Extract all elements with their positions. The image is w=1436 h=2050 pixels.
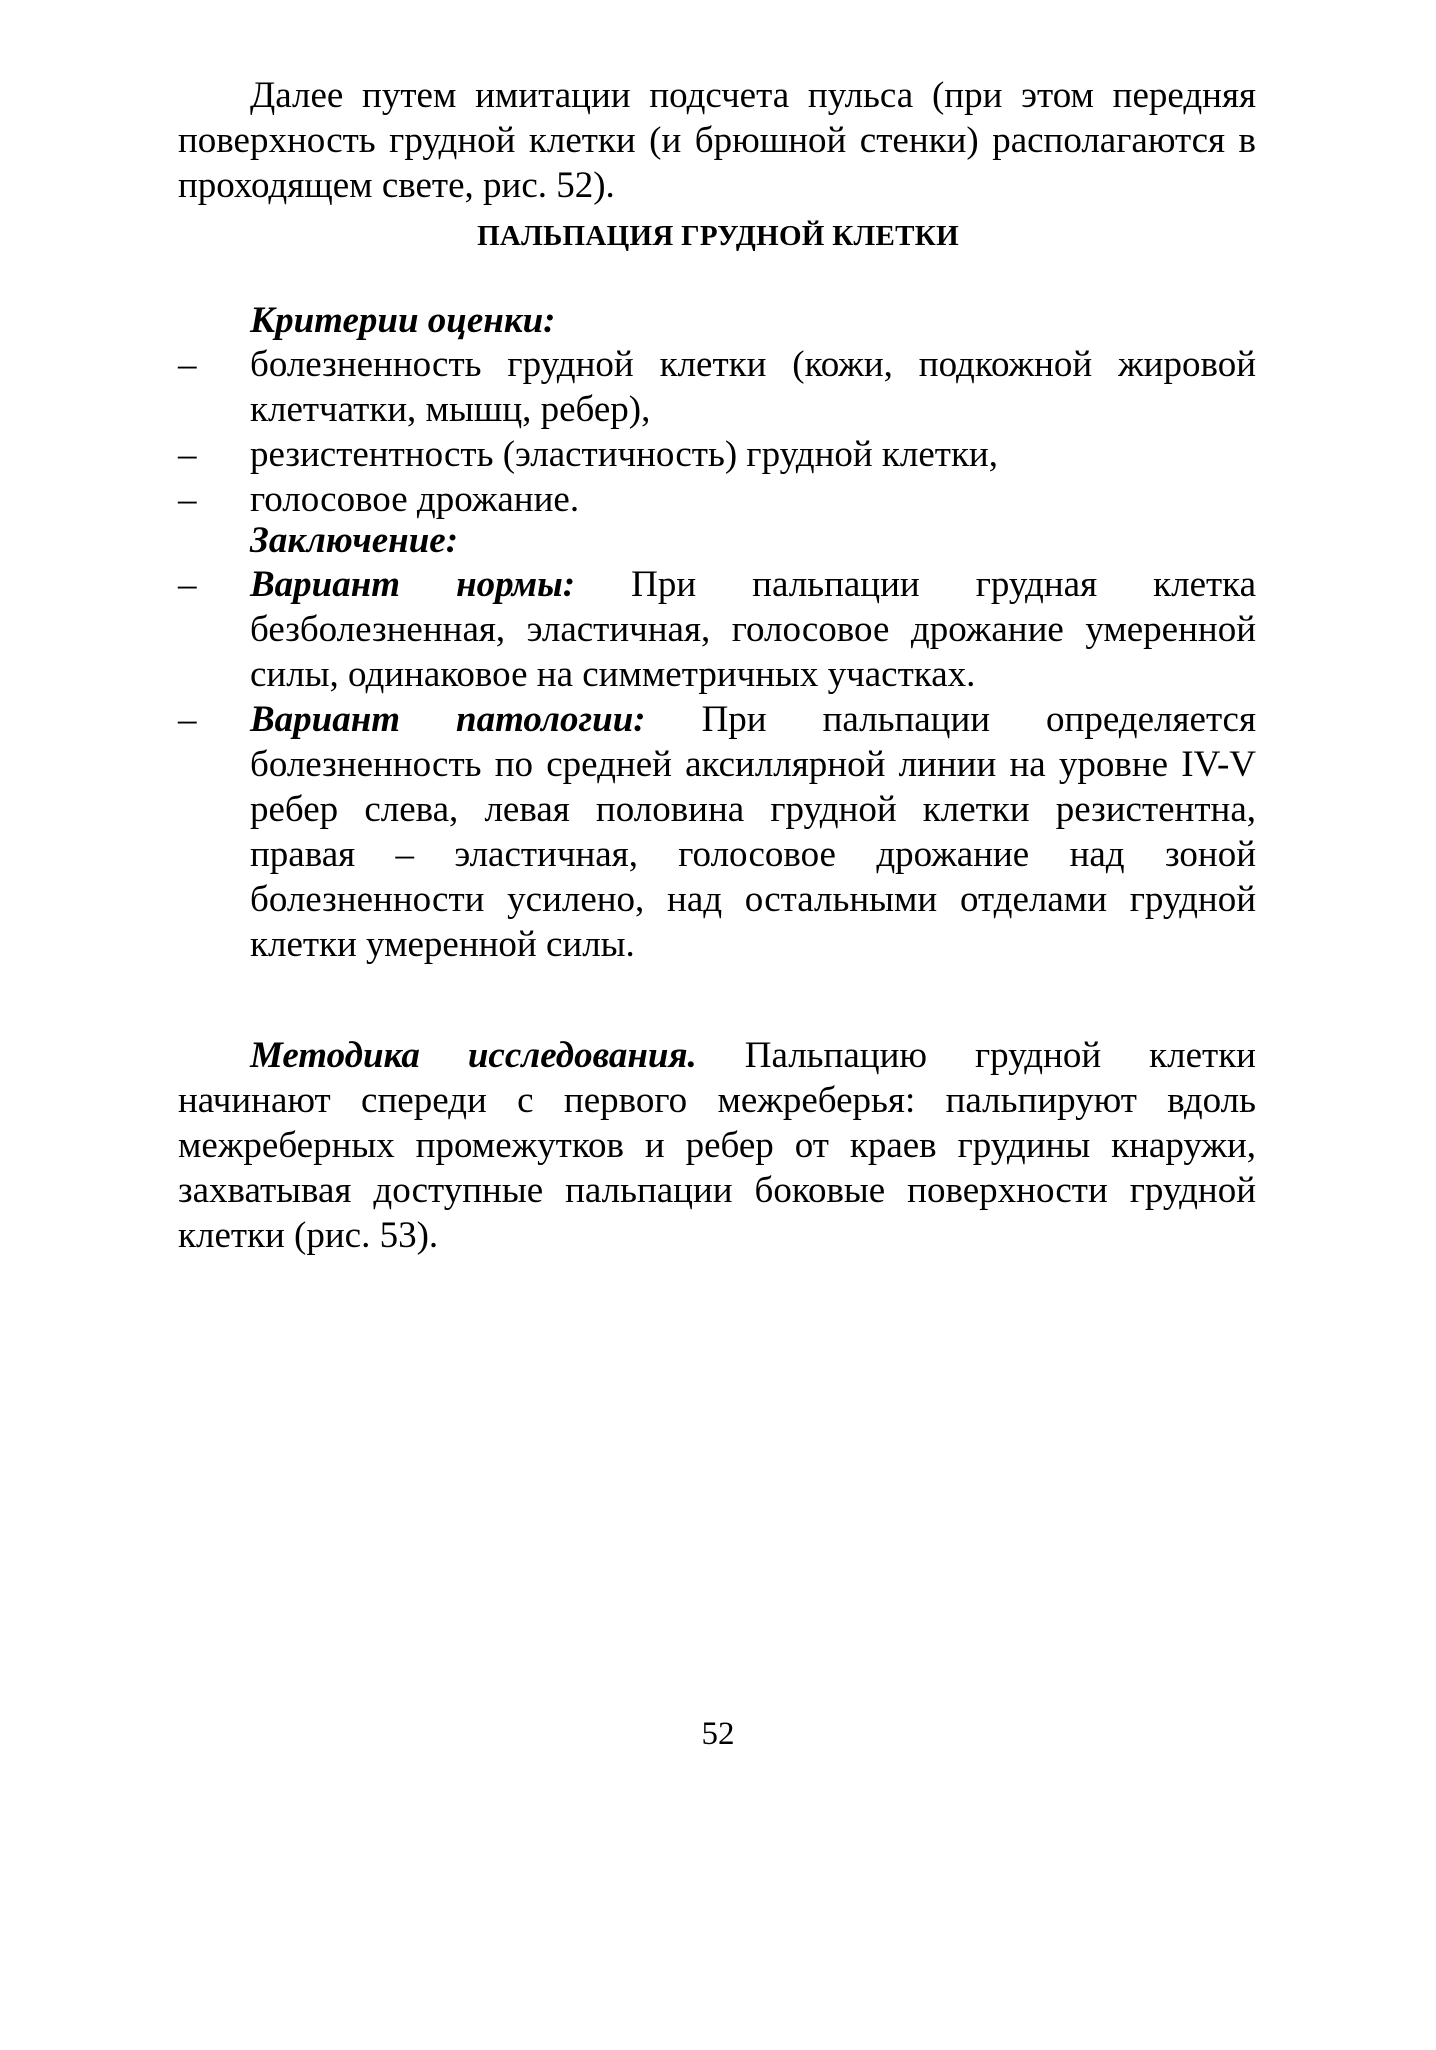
page-number: 52	[701, 1716, 735, 1752]
criteria-item	[178, 342, 1256, 432]
criteria-heading: Критерии оценки:	[250, 300, 556, 341]
criteria-list	[178, 342, 1256, 522]
pathology-variant-text: При пальпации определяется болезненность по средней аксиллярной линии на уровне IV-V ребер слева, левая половина грудной клетки резистентна, правая – эластичная, голосовое дрожание над зоной болезненности усилено, над остальными отделами грудной клетки умеренной силы.	[250, 699, 1257, 965]
criteria-item-text: болезненность грудной клетки (кожи, подкожной жировой клетчатки, мышц, ребер),	[250, 344, 1256, 430]
conclusion-item-normal	[178, 562, 1256, 697]
pathology-variant-label: Вариант патологии:	[250, 699, 646, 740]
bullet-dash: –	[178, 479, 197, 520]
conclusion-heading: Заключение:	[250, 520, 459, 561]
conclusion-item-pathology	[178, 697, 1256, 967]
conclusion-list	[178, 562, 1256, 967]
normal-variant-text: При пальпации грудная клетка безболезненная, эластичная, голосовое дрожание умеренной силы, одинаковое на симметричных участках.	[250, 564, 1257, 695]
section-heading: ПАЛЬПАЦИЯ ГРУДНОЙ КЛЕТКИ	[477, 220, 959, 252]
methodology-paragraph	[178, 1033, 1256, 1258]
bullet-dash: –	[178, 699, 197, 740]
criteria-item-text: резистентность (эластичность) грудной клетки,	[250, 434, 998, 475]
methodology-text: Пальпацию грудной клетки начинают спереди с первого межреберья: пальпируют вдоль межреберных промежутков и ребер от краев грудины кнаружи, захватывая доступные пальпации боковые поверхности грудной клетки (рис. 53).	[178, 1035, 1256, 1256]
bullet-dash: –	[178, 434, 197, 475]
criteria-item	[178, 432, 1256, 477]
normal-variant-label: Вариант нормы:	[250, 564, 576, 605]
intro-paragraph: Далее путем имитации подсчета пульса (при этом передняя поверхность грудной клетки (и брюшной стенки) располагаются в проходящем свете, рис. 52).	[178, 75, 1256, 206]
bullet-dash: –	[178, 344, 197, 385]
criteria-item-text: голосовое дрожание.	[250, 479, 580, 520]
criteria-item	[178, 477, 1256, 522]
methodology-label: Методика исследования.	[250, 1035, 697, 1076]
bullet-dash: –	[178, 564, 197, 605]
